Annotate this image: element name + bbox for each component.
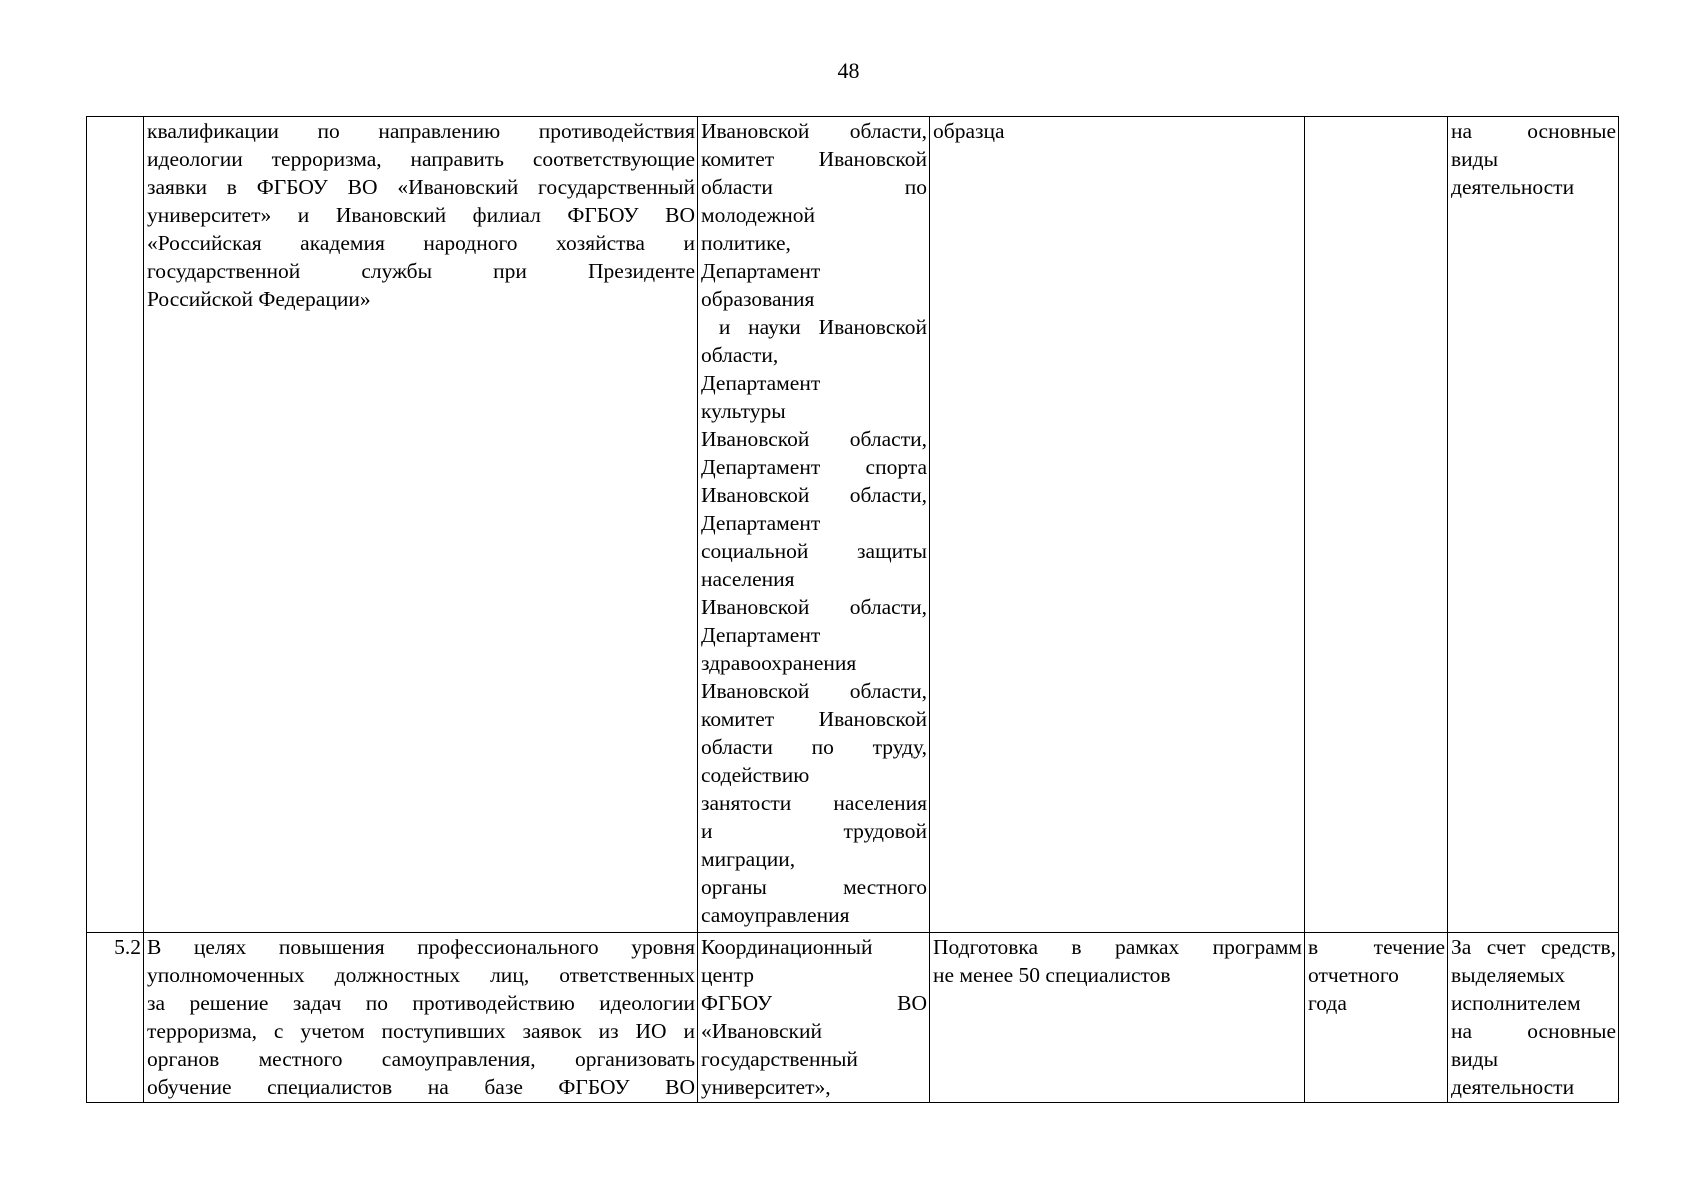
executor-cell bbox=[698, 933, 930, 1103]
cell-text-line: университет» и Ивановский филиал ФГБОУ ВО bbox=[147, 203, 695, 227]
cell-text-line: образца bbox=[933, 119, 1005, 143]
cell-text-line: За счет средств, bbox=[1451, 935, 1616, 959]
cell-text-line: в течение bbox=[1308, 935, 1445, 959]
cell-text-line: миграции, bbox=[701, 847, 796, 871]
cell-text-line: квалификации по направлению противодействия bbox=[147, 119, 695, 143]
cell-text-line: социальной защиты bbox=[701, 539, 927, 563]
result-cell bbox=[930, 933, 1305, 1103]
cell-text-line: Департамент bbox=[701, 623, 821, 647]
cell-text-line: Департамент bbox=[701, 259, 821, 283]
cell-text-line: здравоохранения bbox=[701, 651, 857, 675]
measures-table bbox=[86, 116, 1619, 1103]
cell-text-line: занятости населения bbox=[701, 791, 927, 815]
cell-text-line: «Ивановский bbox=[701, 1019, 822, 1043]
cell-text-line: на основные bbox=[1451, 119, 1616, 143]
cell-text-line: исполнителем bbox=[1451, 991, 1581, 1015]
term-cell bbox=[1305, 933, 1448, 1103]
cell-text-line: виды bbox=[1451, 1047, 1499, 1071]
cell-text-line: терроризма, с учетом поступивших заявок из ИО и bbox=[147, 1019, 695, 1043]
cell-text-line: государственной службы при Президенте bbox=[147, 259, 695, 283]
page-number: 48 bbox=[837, 58, 860, 83]
cell-text-line: университет», bbox=[701, 1075, 831, 1099]
measure-cell bbox=[144, 933, 698, 1103]
cell-text-line: политике, bbox=[701, 231, 791, 255]
cell-text-line: органов местного самоуправления, организовать bbox=[147, 1047, 695, 1071]
cell-text-line: центр bbox=[701, 963, 754, 987]
cell-text-line: уполномоченных должностных лиц, ответственных bbox=[147, 963, 695, 987]
cell-text-line: образования bbox=[701, 287, 815, 311]
cell-text-line: молодежной bbox=[701, 203, 816, 227]
executor-cell bbox=[698, 117, 930, 933]
cell-text-line: комитет Ивановской bbox=[701, 147, 927, 171]
cell-text-line: Департамент bbox=[701, 511, 821, 535]
measure-cell bbox=[144, 117, 698, 933]
cell-text-line: не менее 50 специалистов bbox=[933, 963, 1171, 987]
cell-text-line: на основные bbox=[1451, 1019, 1616, 1043]
cell-text-line: «Российская академия народного хозяйства и bbox=[147, 231, 695, 255]
cell-text-line: комитет Ивановской bbox=[701, 707, 927, 731]
cell-text-line: Ивановской области, bbox=[701, 679, 927, 703]
cell-text-line: культуры bbox=[701, 399, 786, 423]
cell-text-line: идеологии терроризма, направить соответствующие bbox=[147, 147, 695, 171]
cell-text-line: Департамент спорта bbox=[701, 455, 927, 479]
cell-text-line: Подготовка в рамках программ bbox=[933, 935, 1302, 959]
cell-text-line: деятельности bbox=[1451, 175, 1575, 199]
cell-text-line: Ивановской области, bbox=[701, 427, 927, 451]
cell-text-line: года bbox=[1308, 991, 1347, 1015]
cell-text-line: обучение специалистов на базе ФГБОУ ВО bbox=[147, 1075, 695, 1099]
cell-text-line: населения bbox=[701, 567, 795, 591]
cell-text-line: Российской Федерации» bbox=[147, 287, 371, 311]
cell-text-line: В целях повышения профессионального уровня bbox=[147, 935, 695, 959]
row-number-cell: 5.2 bbox=[87, 933, 144, 1103]
cell-text-line: Ивановской области, bbox=[701, 483, 927, 507]
cell-text-line: и трудовой bbox=[701, 819, 927, 843]
cell-text-line: Департамент bbox=[701, 371, 821, 395]
cell-text-line: области, bbox=[701, 343, 779, 367]
funding-cell bbox=[1448, 933, 1619, 1103]
cell-text-line: органы местного bbox=[701, 875, 927, 899]
table-row bbox=[87, 117, 1619, 933]
cell-text-line: самоуправления bbox=[701, 903, 850, 927]
cell-text-line: деятельности bbox=[1451, 1075, 1575, 1099]
table-row bbox=[87, 933, 1619, 1103]
term-cell bbox=[1305, 117, 1448, 933]
cell-text-line: заявки в ФГБОУ ВО «Ивановский государственный bbox=[147, 175, 695, 199]
cell-text-line: Координационный bbox=[701, 935, 873, 959]
cell-text-line: содействию bbox=[701, 763, 810, 787]
cell-text-line: Ивановской области, bbox=[701, 595, 927, 619]
cell-text-line: ФГБОУ ВО bbox=[701, 991, 927, 1015]
cell-text-line: области по bbox=[701, 175, 927, 199]
cell-text-line: отчетного bbox=[1308, 963, 1399, 987]
cell-text-line: выделяемых bbox=[1451, 963, 1566, 987]
cell-text-line: виды bbox=[1451, 147, 1499, 171]
cell-text-line: за решение задач по противодействию идеологии bbox=[147, 991, 695, 1015]
row-number-cell bbox=[87, 117, 144, 933]
result-cell bbox=[930, 117, 1305, 933]
cell-text-line: Ивановской области, bbox=[701, 119, 927, 143]
funding-cell bbox=[1448, 117, 1619, 933]
cell-text-line: и науки Ивановской bbox=[701, 315, 927, 339]
cell-text-line: области по труду, bbox=[701, 735, 927, 759]
cell-text-line: государственный bbox=[701, 1047, 858, 1071]
